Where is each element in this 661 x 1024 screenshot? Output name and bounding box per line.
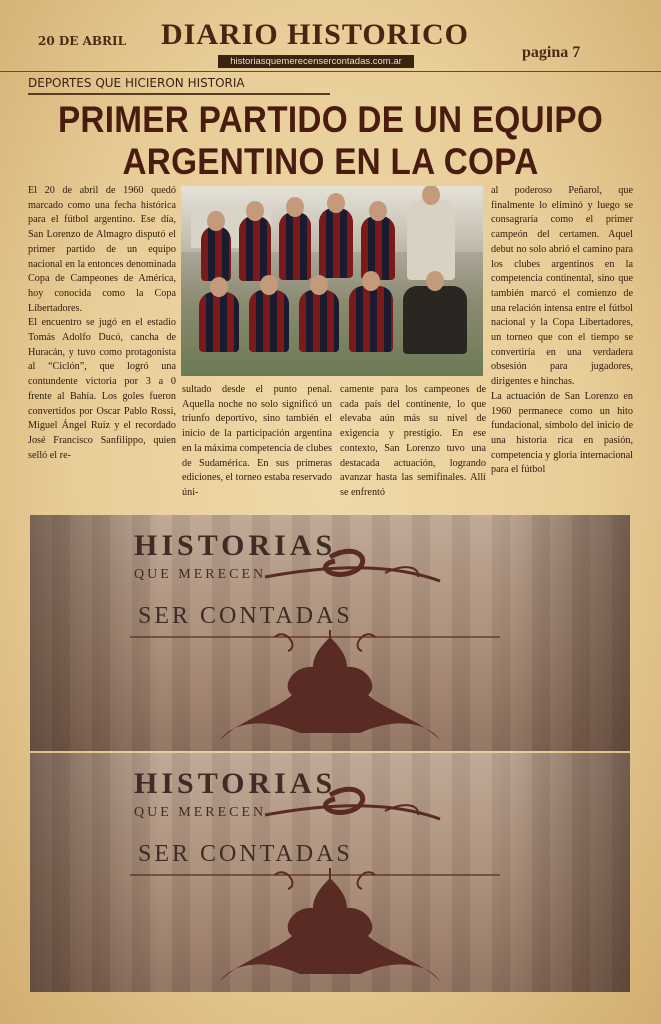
article-column-3: camente para los campeones de cada país del continente, lo que elevaba aún más su nivel de exigencia y prestigio. En ese contexto, San Lorenzo tuvo una destacada actuación, logrando avanzar hasta las semifinales. Allí se enfrentó (340, 384, 486, 498)
player-figure (201, 226, 231, 281)
section-label: DEPORTES QUE HICIERON HISTORIA (28, 76, 245, 90)
team-photo (181, 186, 483, 376)
article-column-1 (28, 184, 176, 463)
banner-title-line3: SER CONTADAS (138, 603, 353, 629)
player-figure (403, 286, 467, 354)
header-divider (0, 71, 661, 72)
player-figure (349, 286, 393, 352)
banner-title-line1: HISTORIAS (134, 767, 337, 800)
masthead-title: DIARIO HISTORICO (160, 18, 470, 51)
player-figure (199, 292, 239, 352)
historias-banner (30, 515, 630, 751)
page-number: pagina 7 (522, 44, 581, 61)
article-paragraph: El 20 de abril de 1960 quedó marcado como una fecha histórica para el fútbol argentino. Ese día, San Lorenzo de Almagro disputó el primer partido de un equipo nacional en la entonces denominada Copa de Campeones de América, hoy conocida como la Copa Libertadores. (28, 185, 176, 314)
article-paragraph: al poderoso Peñarol, que finalmente lo eliminó y luego se consagraría como el primer campeón del certamen. Aquel debut no solo abrió el camino para los clubes argentinos en la competencia continental, sino que también marcó el comienzo de una relación intensa entre el fútbol nacional y la Copa Libertadores, un torneo que con el tiempo se convertiría en una verdadera obsesión para jugadores, dirigentes e hinchas. (491, 185, 633, 388)
player-figure (279, 212, 311, 280)
banner-title-line2: QUE MERECEN (134, 805, 267, 820)
article-paragraph: La actuación de San Lorenzo en 1960 permanece como un hito fundacional, símbolo del inicio de una historia rica en pasión, competencia y gloria internacional para el fútbol (491, 390, 633, 476)
player-figure (319, 208, 353, 278)
player-figure (249, 290, 289, 352)
banner-title-line1: HISTORIAS (134, 529, 337, 562)
article-column-4 (491, 184, 633, 478)
article-paragraph: El encuentro se jugó en el estadio Tomás Adolfo Ducó, cancha de Huracán, y tuvo como protagonista al “Ciclón”, que logró una contundente victoria por 3 a 0 frente al Bahía. Los goles fueron convertidos por Oscar Pablo Rossi, Miguel Ángel Ruiz y el recordado José Francisco Sanfilippo, quien selló el re- (28, 317, 176, 461)
banner-title-line2: QUE MERECEN (134, 567, 267, 582)
historias-banner (30, 753, 630, 992)
player-figure (361, 216, 395, 280)
article-column-2: sultado desde el punto penal. Aquella noche no solo significó un triunfo deportivo, sino también el inicio de la participación argentina en la máxima competencia de clubes de Sudamérica. En sus primeras ediciones, el torneo estaba reservado úni- (182, 384, 332, 498)
banner-title-line3: SER CONTADAS (138, 841, 353, 867)
section-underline (28, 93, 330, 95)
player-figure (239, 216, 271, 281)
site-url[interactable]: historiasquemerecensercontadas.com.ar (218, 55, 414, 68)
player-figure (299, 290, 339, 352)
article-headline: PRIMER PARTIDO DE UN EQUIPO ARGENTINO EN LA COPA (57, 99, 604, 182)
player-figure (407, 200, 455, 280)
issue-date: 20 DE ABRIL (38, 34, 127, 48)
